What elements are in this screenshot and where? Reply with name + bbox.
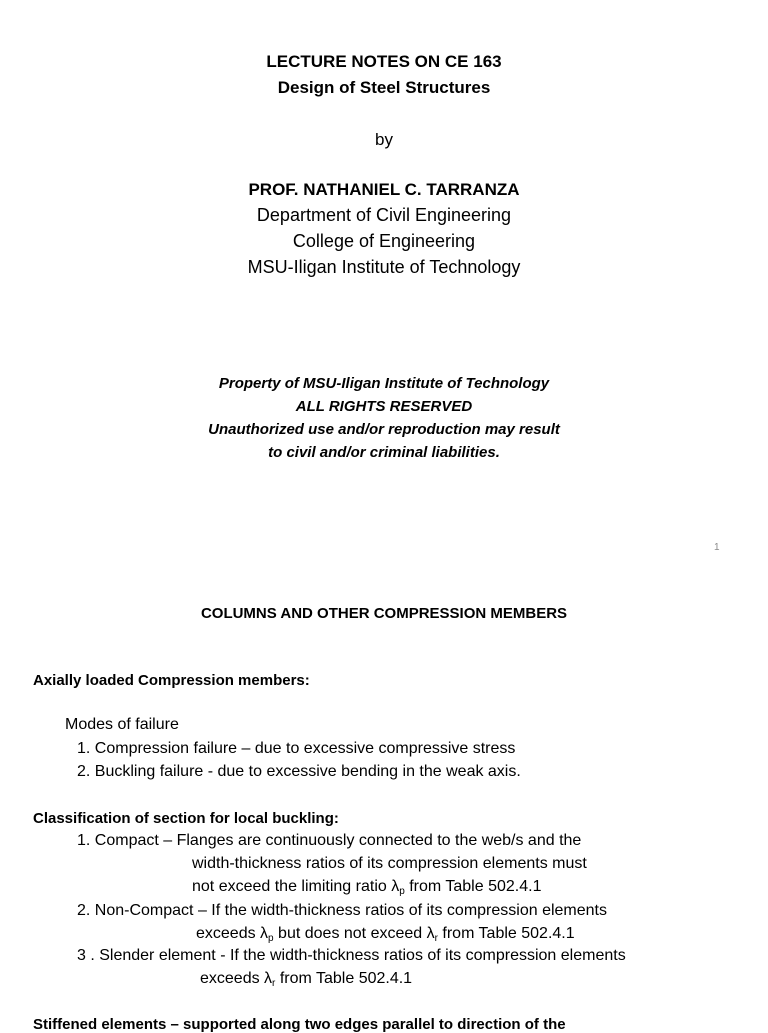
by-label: by xyxy=(375,130,393,149)
classification-heading: Classification of section for local buckling: xyxy=(33,810,339,827)
notice-property: Property of MSU-Iligan Institute of Technology xyxy=(218,375,550,392)
notice-rights: ALL RIGHTS RESERVED xyxy=(295,398,473,415)
slender-line-1: 3 . Slender element - If the width-thickness ratios of its compression elements xyxy=(77,947,626,964)
noncompact-line-1: 2. Non-Compact – If the width-thickness ratios of its compression elements xyxy=(77,902,607,919)
axial-heading: Axially loaded Compression members: xyxy=(33,672,310,689)
author-name: PROF. NATHANIEL C. TARRANZA xyxy=(248,180,520,199)
institute: MSU-Iligan Institute of Technology xyxy=(247,257,521,277)
course-title: Design of Steel Structures xyxy=(277,78,491,97)
noncompact-line-2: exceeds $\lambda_p$ but does not exceed $\lambda_r$ from Table 502.4.1 xyxy=(196,925,575,944)
compact-line-3: not exceed the limiting ratio $\lambda_p$ from Table 502.4.1 xyxy=(192,878,542,897)
mode-2: 2. Buckling failure - due to excessive bending in the weak axis. xyxy=(77,763,521,780)
lecture-title: LECTURE NOTES ON CE 163 xyxy=(266,52,502,71)
section-heading: COLUMNS AND OTHER COMPRESSION MEMBERS xyxy=(200,605,568,622)
notice-unauthorized: Unauthorized use and/or reproduction may result xyxy=(208,421,560,438)
college: College of Engineering xyxy=(292,231,476,251)
compact-line-1: 1. Compact – Flanges are continuously connected to the web/s and the xyxy=(77,832,582,849)
notice-liabilities: to civil and/or criminal liabilities. xyxy=(268,444,500,461)
department: Department of Civil Engineering xyxy=(256,205,512,225)
page-number: 1 xyxy=(714,542,720,553)
stiffened-elements-line: Stiffened elements – supported along two edges parallel to direction of the xyxy=(33,1016,566,1033)
modes-label: Modes of failure xyxy=(65,716,179,733)
slender-line-2: exceeds $\lambda_r$ from Table 502.4.1 xyxy=(200,970,413,989)
mode-1: 1. Compression failure – due to excessive compressive stress xyxy=(77,740,516,757)
compact-line-2: width-thickness ratios of its compression elements must xyxy=(192,855,587,872)
